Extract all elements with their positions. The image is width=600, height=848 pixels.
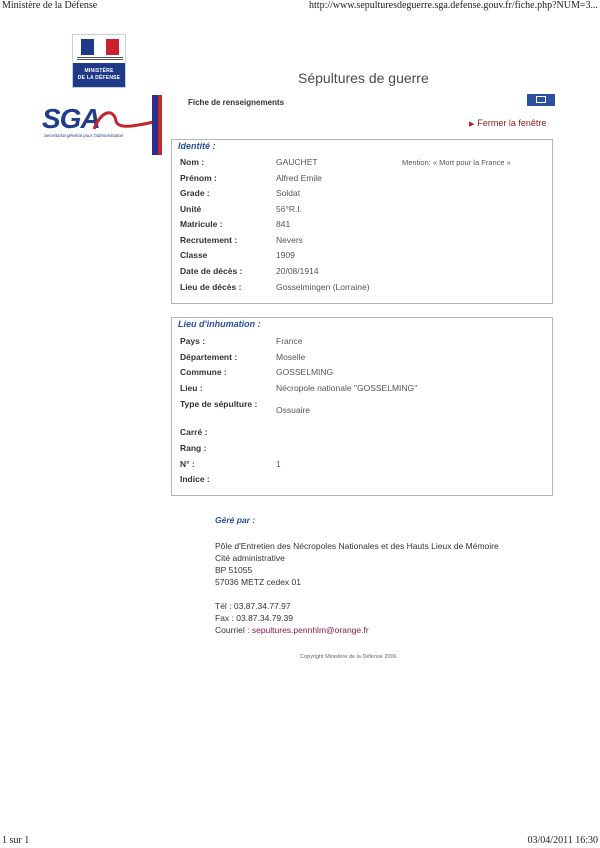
field-value: Soldat bbox=[276, 188, 301, 198]
field-label: Indice : bbox=[180, 474, 210, 484]
print-footer-date: 03/04/2011 16:30 bbox=[527, 835, 598, 846]
field-value: GOSSELMING bbox=[276, 367, 334, 377]
ministry-line-2: DE LA DÉFENSE bbox=[77, 75, 121, 81]
field-label: Département : bbox=[180, 352, 238, 362]
field-label: Recrutement : bbox=[180, 235, 238, 245]
field-label: Rang : bbox=[180, 443, 207, 453]
field-label: Unité bbox=[180, 204, 202, 214]
field-label: Lieu de décès : bbox=[180, 282, 242, 292]
identity-section bbox=[171, 139, 553, 304]
ministry-logo bbox=[72, 34, 126, 88]
sga-wordmark: SGA bbox=[42, 103, 100, 134]
manager-fax: Fax : 03.87.34.79.39 bbox=[215, 613, 293, 623]
print-header-site-name: Ministère de la Défense bbox=[2, 0, 98, 11]
field-label: Type de sépulture : bbox=[180, 399, 258, 409]
field-value: Alfred Emile bbox=[276, 173, 322, 183]
print-header-url: http://www.sepulturesdeguerre.sga.defense.gouv.fr/fiche.php?NUM=3... bbox=[309, 0, 598, 11]
field-label: Pays : bbox=[180, 336, 206, 346]
republique-francaise-mark bbox=[77, 57, 123, 62]
manager-tel: Tél : 03.87.34.77.97 bbox=[215, 601, 291, 611]
field-label: Commune : bbox=[180, 367, 227, 377]
ministry-name bbox=[73, 63, 125, 87]
sga-logo bbox=[32, 95, 162, 159]
field-label: Grade : bbox=[180, 188, 210, 198]
print-footer-page-count: 1 sur 1 bbox=[2, 835, 30, 846]
manager-address-3: 57036 METZ cedex 01 bbox=[215, 577, 301, 587]
field-value: Gosselmingen (Lorraine) bbox=[276, 282, 370, 292]
field-value: Nevers bbox=[276, 235, 303, 245]
field-label: Lieu : bbox=[180, 383, 203, 393]
ministry-line-1: MINISTÈRE bbox=[84, 68, 114, 74]
field-label: Date de décès : bbox=[180, 266, 243, 276]
field-value: Ossuaire bbox=[276, 405, 311, 415]
field-value: France bbox=[276, 336, 303, 346]
field-label: Prénom : bbox=[180, 173, 217, 183]
field-value: GAUCHET bbox=[276, 157, 318, 167]
burial-section bbox=[171, 317, 553, 496]
field-label: Classe bbox=[180, 250, 208, 260]
identity-section-title: Identité : bbox=[178, 141, 216, 151]
sga-red-bar bbox=[158, 95, 162, 155]
close-window-label: Fermer la fenêtre bbox=[477, 118, 547, 128]
manager-org: Pôle d'Entretien des Nécropoles Nationales et des Hauts Lieux de Mémoire bbox=[215, 541, 499, 551]
triangle-right-icon: ▶ bbox=[469, 121, 475, 128]
mention-text: Mention: « Mort pour la France » bbox=[402, 158, 511, 167]
field-label: Nom : bbox=[180, 157, 205, 167]
field-value: 1909 bbox=[276, 250, 295, 260]
field-value: 841 bbox=[276, 219, 291, 229]
manager-mail-row bbox=[215, 625, 369, 635]
page-title: Sépultures de guerre bbox=[298, 70, 429, 86]
manager-title: Géré par : bbox=[215, 515, 256, 525]
printer-icon[interactable] bbox=[527, 94, 555, 106]
field-label: N° : bbox=[180, 459, 195, 469]
manager-address-1: Cité administrative bbox=[215, 553, 285, 563]
field-value: 20/08/1914 bbox=[276, 266, 319, 276]
manager-address-2: BP 51055 bbox=[215, 565, 253, 575]
french-flag-icon bbox=[81, 39, 119, 55]
field-value: Moselle bbox=[276, 352, 306, 362]
manager-mail-link[interactable]: sepultures.pennhlm@orange.fr bbox=[251, 625, 369, 635]
field-value: 56°R.I. bbox=[276, 204, 303, 214]
field-label: Carré : bbox=[180, 427, 208, 437]
field-value: Nécropole nationale "GOSSELMING" bbox=[276, 383, 418, 393]
copyright-text: Copyright Ministère de la Défense 2006 bbox=[300, 654, 397, 660]
close-window-link[interactable] bbox=[469, 118, 546, 128]
field-label: Matricule : bbox=[180, 219, 223, 229]
burial-section-title: Lieu d'inhumation : bbox=[178, 319, 261, 329]
manager-mail-label: Courriel : bbox=[215, 625, 252, 635]
fiche-label: Fiche de renseignements bbox=[188, 98, 285, 107]
sga-caption: Secrétariat général pour l'administration bbox=[44, 133, 124, 138]
field-value: 1 bbox=[276, 459, 281, 469]
